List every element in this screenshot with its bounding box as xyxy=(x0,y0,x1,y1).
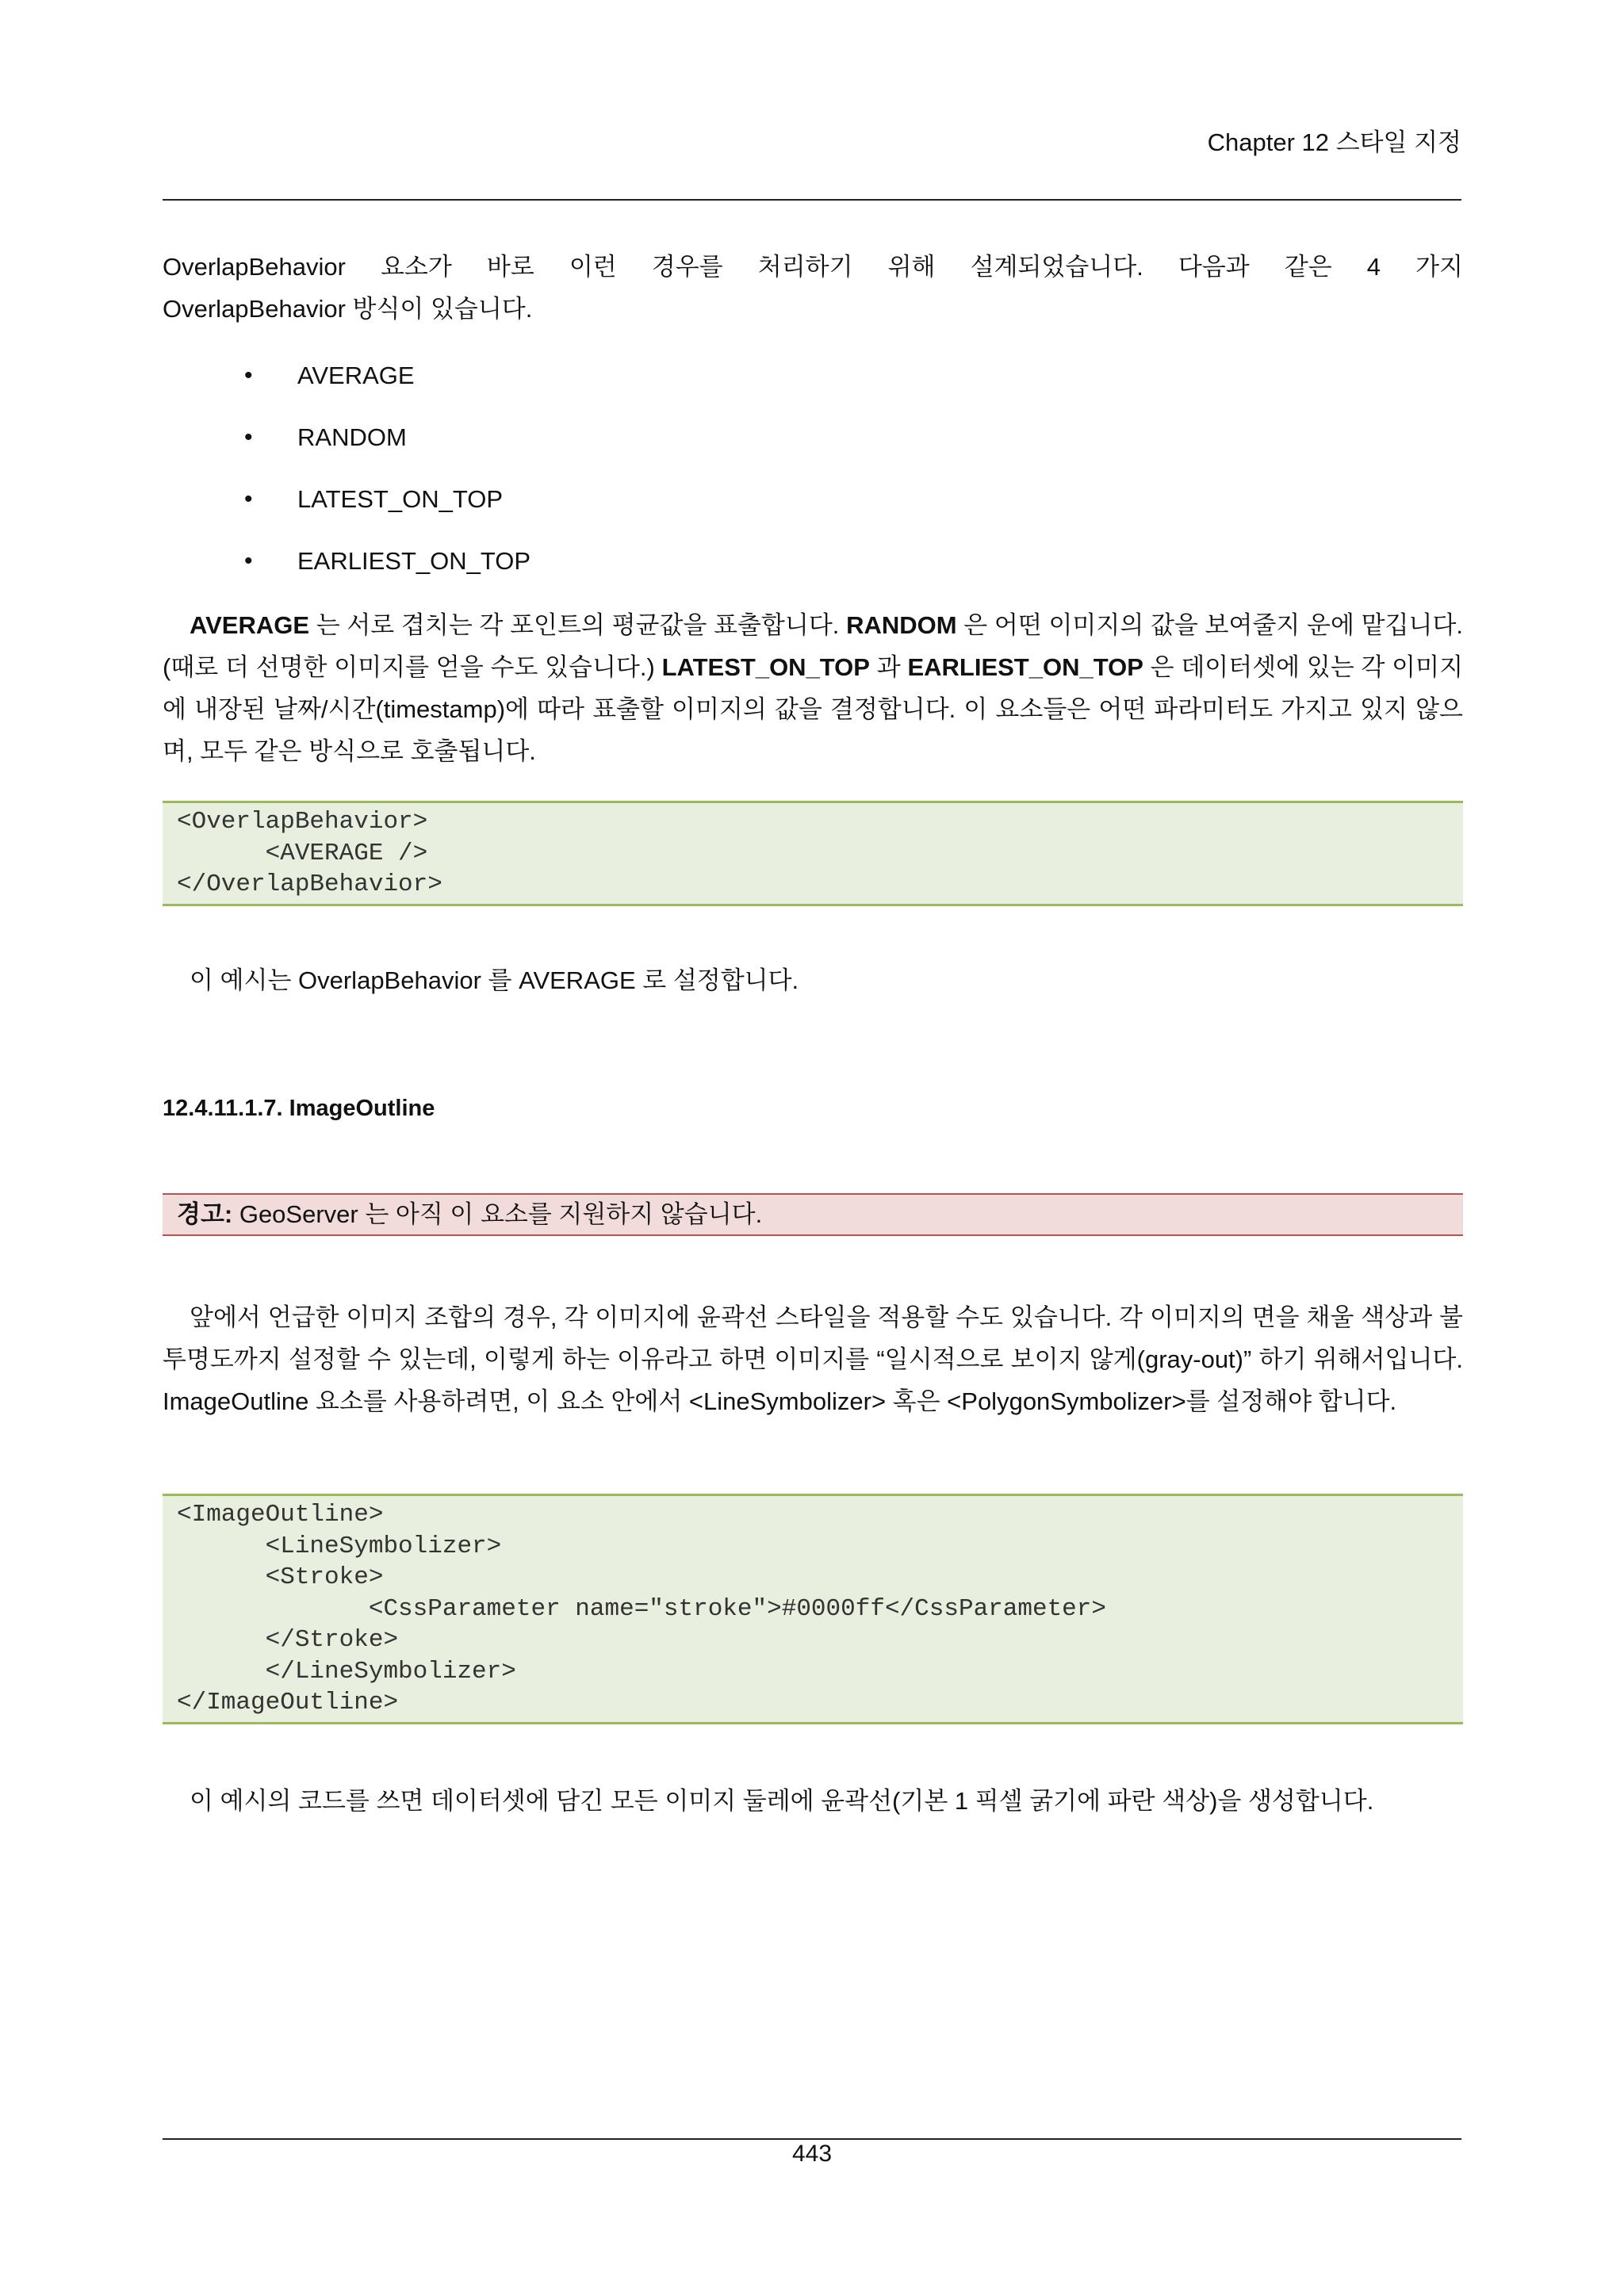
example2-caption: 이 예시의 코드를 쓰면 데이터셋에 담긴 모든 이미지 둘레에 윤곽선(기본 1 픽셀 굵기에 파란 색상)을 생성합니다. xyxy=(190,1787,1374,1815)
chapter-header: Chapter 12 스타일 지정 xyxy=(1207,128,1461,156)
image-outline-code-block xyxy=(163,1494,1463,1724)
list-item: • AVERAGE xyxy=(163,345,1463,407)
code-line: </LineSymbolizer> xyxy=(177,1657,516,1686)
overlap-code-block xyxy=(163,801,1463,906)
bullet-icon: • xyxy=(244,486,253,512)
code-line: </Stroke> xyxy=(177,1626,399,1654)
bullet-icon: • xyxy=(244,548,253,574)
list-item: • LATEST_ON_TOP xyxy=(163,469,1463,530)
code-line: <LineSymbolizer> xyxy=(177,1532,502,1560)
average-description-paragraph: AVERAGE 는 서로 겹치는 각 포인트의 평균값을 표출합니다. RANDOM 은 어떤 이미지의 값을 보여줄지 운에 맡깁니다. (때로 더 선명한 이미지를 얻을 수도 있습니다.) LATEST_ON_TOP 과 EARLIEST_ON_TOP 은 데이터셋에 있는 각 이미지에 내장된 날짜/시간(timestamp)에 따라 표출할 이미지의 값을 결정합니다. 이 요소들은 어떤 파라미터도 가지고 있지 않으며, 모두 같은 방식으로 호출됩니다. xyxy=(163,611,1464,765)
code-line: <OverlapBehavior> xyxy=(177,808,428,836)
bullet-icon: • xyxy=(244,424,253,450)
section-heading: 12.4.11.1.7. ImageOutline xyxy=(163,1096,435,1121)
list-item: • RANDOM xyxy=(163,407,1463,469)
overlap-methods-list xyxy=(163,345,1463,592)
code-line: </ImageOutline> xyxy=(177,1689,399,1716)
code-line: <ImageOutline> xyxy=(177,1501,384,1529)
code-line: </OverlapBehavior> xyxy=(177,871,442,898)
page-number: 443 xyxy=(791,2141,833,2167)
header-divider xyxy=(163,199,1461,201)
code-line: <Stroke> xyxy=(177,1563,384,1591)
intro-line-1: OverlapBehavior 요소가 바로 이런 경우를 처리하기 위해 설계되었습니다. 다음과 같은 4 가지 xyxy=(163,253,1463,281)
code-line: <AVERAGE /> xyxy=(177,839,428,867)
code-line: <CssParameter name="stroke">#0000ff</CssParameter> xyxy=(177,1594,1106,1623)
list-item: • EARLIEST_ON_TOP xyxy=(163,530,1463,592)
warning-label: 경고: xyxy=(177,1200,233,1228)
image-outline-paragraph: 앞에서 언급한 이미지 조합의 경우, 각 이미지에 윤곽선 스타일을 적용할 수도 있습니다. 각 이미지의 면을 채울 색상과 불투명도까지 설정할 수 있는데, 이렇게 하는 이유라고 하면 이미지를 “일시적으로 보이지 않게(gray-out)” 하기 위해서입니다. ImageOutline 요소를 사용하려면, 이 요소 안에서 <LineSymbolizer> 혹은 <PolygonSymbolizer>를 설정해야 합니다. xyxy=(163,1303,1463,1415)
warning-box xyxy=(163,1193,1463,1236)
example1-caption: 이 예시는 OverlapBehavior 를 AVERAGE 로 설정합니다. xyxy=(190,966,799,994)
warning-text: GeoServer 는 아직 이 요소를 지원하지 않습니다. xyxy=(232,1200,763,1228)
intro-line-2: OverlapBehavior 방식이 있습니다. xyxy=(163,295,533,323)
bullet-icon: • xyxy=(244,362,253,388)
intro-paragraph xyxy=(163,246,1463,330)
